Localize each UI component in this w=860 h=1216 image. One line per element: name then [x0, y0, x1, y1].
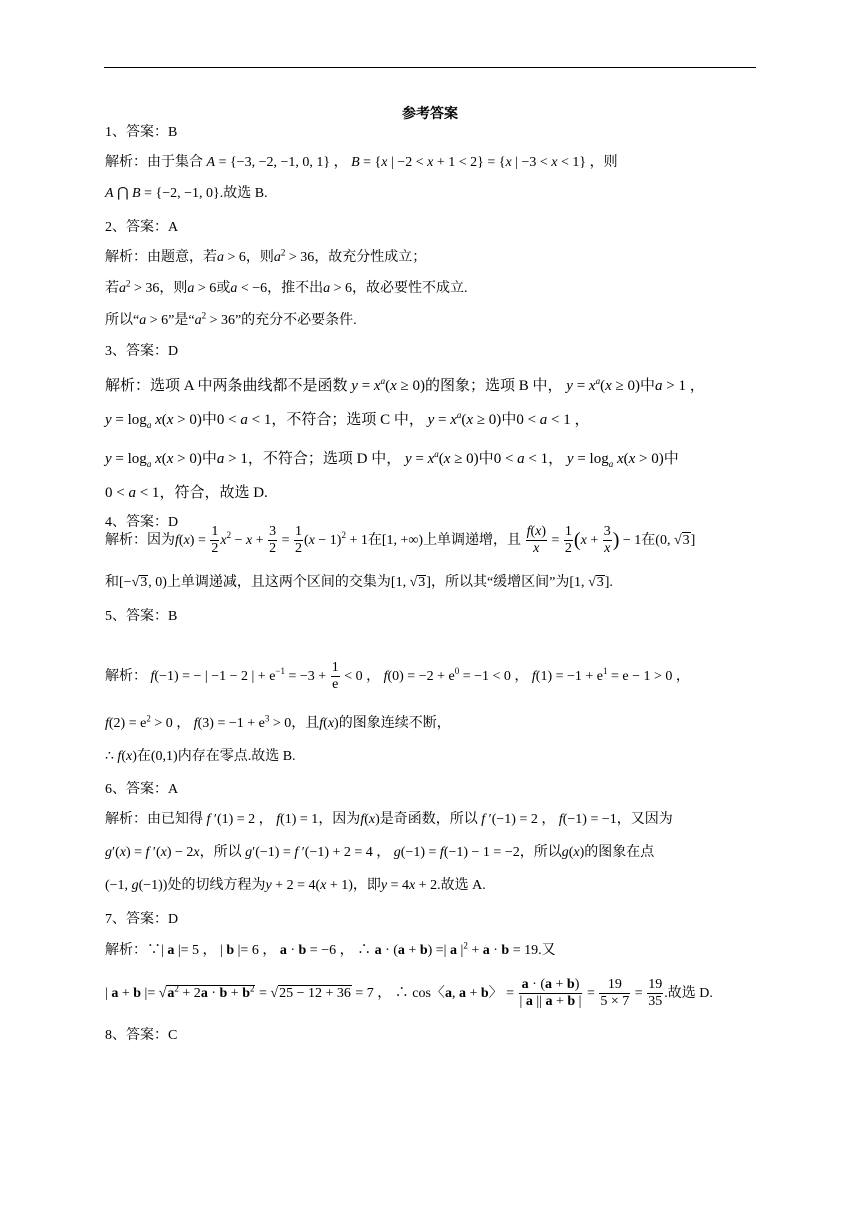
- header-rule: [104, 67, 756, 68]
- explanation-7-line-1: 解析：∵| a |= 5 ， | b |= 6 ， a · b = −6 ， ∴ a · (a + b) =| a $|^2 + a \cdot b = 19$.又: [105, 940, 556, 958]
- explanation-5-line-3: ∴ f(x)在(0,1)内存在零点.故选 B.: [105, 749, 296, 764]
- explanation-7-line-2: | a + b |= $√a^2 + 2a \cdot b + b^2 = √25 - 12 + 36 = 7$ ， ∴ cos〈a, a + b〉 = $\frac{a \cdot (a + b)}{| a || a + b |}$ = $\frac{19}{5 \times 7}$ = $\frac{19}{35}$ .故选 D.: [105, 977, 713, 1010]
- explanation-6-line-2: g′(x) = f ′(x) − 2x，所以 g′(−1) = f ′(−1) + 2 = 4 ， g(−1) = f(−1) − 1 = −2，所以g(x)的图象在点: [105, 845, 655, 860]
- answer-6: 6、答案：A: [105, 782, 179, 797]
- answer-5: 5、答案：B: [105, 609, 178, 624]
- explanation-3-line-1: 解析：选项 A 中两条曲线都不是函数 $y = x^a(x \ge 0)$的图象；选项 B 中， $y = x^a(x \ge 0)$中a > 1 ，: [105, 376, 705, 394]
- explanation-6-line-1: 解析：由已知得 f ′(1) = 2 ， f(1) = 1，因为f(x)是奇函数，所以 f ′(−1) = 2 ， f(−1) = −1，又因为: [105, 812, 673, 827]
- explanation-4-line-2: 和[−√3, 0)上单调递减，且这两个区间的交集为[1, √3]，所以其“缓增区间”为[1, √3].: [105, 575, 613, 590]
- answer-2: 2、答案：A: [105, 220, 179, 235]
- explanation-5-line-2: $f(2) = e^2 > 0$ ， $f(3) = -1 + e^3 > 0$，且f(x)的图象连续不断，: [105, 713, 451, 731]
- answer-7: 7、答案：D: [105, 912, 179, 927]
- explanation-1-line-1: 解析：由于集合 A = {−3, −2, −1, 0, 1} ， B = {x | −2 < x + 1 < 2} = {x | −3 < x < 1} ，则: [105, 155, 618, 170]
- explanation-3-line-2: $y = \log_a x(x > 0)$中0 < a < 1，不符合；选项 C 中， $y = x^a(x \ge 0)$中0 < a < 1 ，: [105, 410, 590, 430]
- explanation-2-line-3: 所以“a > 6”是“$a^2 > 36$”的充分不必要条件.: [105, 310, 357, 328]
- explanation-5-line-1: 解析： f(−1) = − | −1 − 2 | + $e^{-1} = -3$ + $\frac{1}{e}$ < 0 ， $f(0) = -2 + e^0 = -1 < 0$ ， $f(1) = -1 + e^1 = e - 1 > 0$ ，: [105, 660, 690, 693]
- explanation-2-line-1: 解析：由题意，若a > 6，则$a^2 > 36$，故充分性成立；: [105, 247, 427, 265]
- explanation-1-line-2: A ⋂ B = {−2, −1, 0}.故选 B.: [105, 186, 268, 201]
- explanation-3-line-3: $y = \log_a x(x > 0)$中a > 1，不符合；选项 D 中， $y = x^a(x \ge 0)$中0 < a < 1， $y = \log_a x(x > 0)$中: [105, 449, 679, 469]
- explanation-3-line-4: 0 < a < 1，符合，故选 D.: [105, 485, 268, 501]
- answer-1: 1、答案：B: [105, 125, 178, 140]
- answer-3: 3、答案：D: [105, 344, 179, 359]
- answer-4: 4、答案：D: [105, 515, 179, 530]
- explanation-6-line-3: (−1, g(−1))处的切线方程为y + 2 = 4(x + 1)，即y = 4x + 2.故选 A.: [105, 878, 486, 893]
- answer-8: 8、答案：C: [105, 1028, 178, 1043]
- page-title: 参考答案: [402, 107, 458, 122]
- explanation-4-line-1: 解析：因为f(x) = $\frac{1}{2}$ $x^2 - x$ + $\frac{3}{2}$ = $\frac{1}{2}$ $(x - 1)^2 + 1$在[1, +∞)上单调递增，且 $\frac{f(x)}{x}$ = $\frac{1}{2}$ (x + $\frac{3}{x}$ ) − 1在(0, √3]: [105, 524, 696, 557]
- explanation-2-line-2: 若$a^2 > 36$，则a > 6或a < −6，推不出a > 6，故必要性不成立.: [105, 278, 468, 296]
